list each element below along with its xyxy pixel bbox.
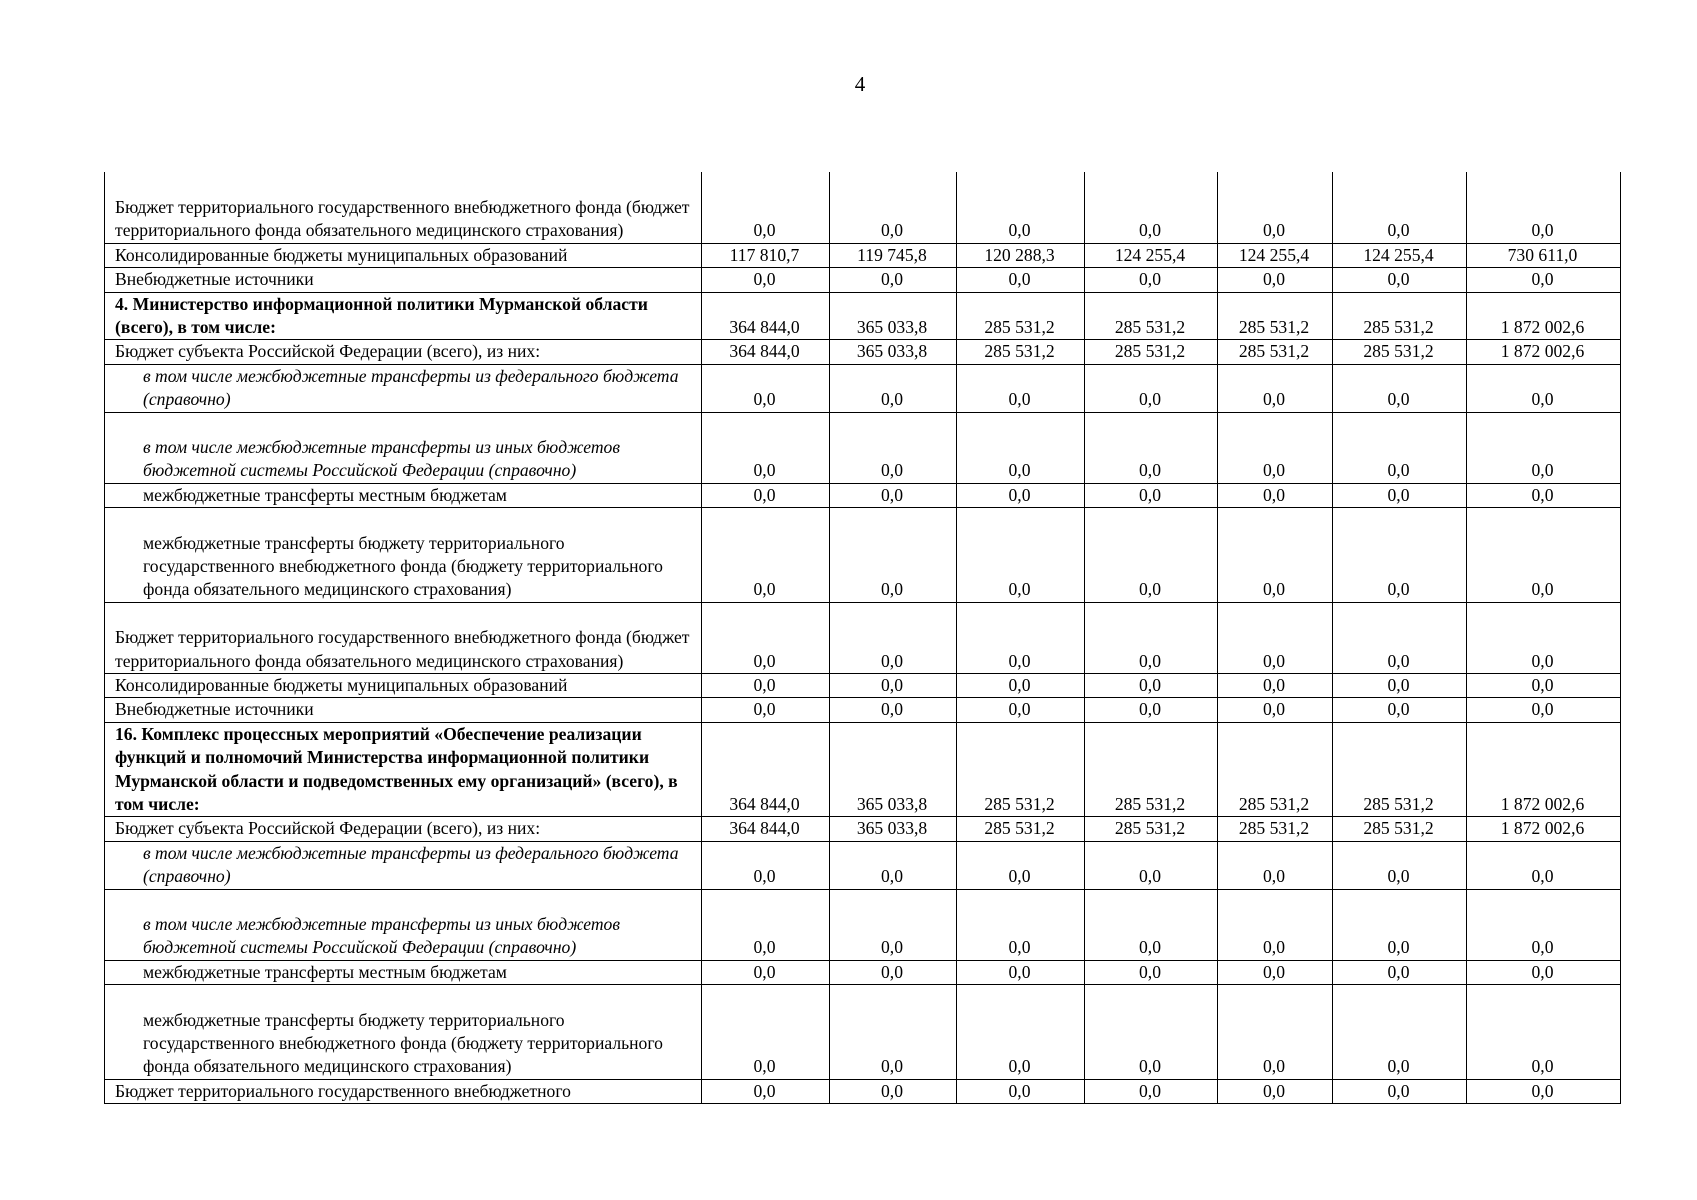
cell-value: 0,0 xyxy=(702,960,830,984)
cell-value: 0,0 xyxy=(957,1079,1085,1103)
cell-value: 0,0 xyxy=(1085,1079,1218,1103)
cell-value: 285 531,2 xyxy=(1218,340,1333,364)
cell-value: 364 844,0 xyxy=(702,817,830,841)
table-row xyxy=(105,841,1621,889)
cell-value: 285 531,2 xyxy=(1333,340,1467,364)
cell-value: 0,0 xyxy=(1085,602,1218,673)
cell-value: 119 745,8 xyxy=(830,243,957,267)
cell-value: 0,0 xyxy=(1085,673,1218,697)
row-label: Консолидированные бюджеты муниципальных образований xyxy=(105,243,702,267)
cell-total: 0,0 xyxy=(1467,673,1621,697)
cell-value: 0,0 xyxy=(957,172,1085,243)
cell-value: 0,0 xyxy=(1085,364,1218,412)
cell-value: 0,0 xyxy=(702,698,830,722)
cell-total: 0,0 xyxy=(1467,412,1621,483)
row-label: 16. Комплекс процессных мероприятий «Обеспечение реализации функций и полномочий Министерства информационной политики Мурманской области и подведомственных ему организаций» (всего), в том числе: xyxy=(105,722,702,817)
cell-value: 285 531,2 xyxy=(1333,722,1467,817)
cell-value: 0,0 xyxy=(1333,960,1467,984)
cell-value: 0,0 xyxy=(957,602,1085,673)
cell-total: 1 872 002,6 xyxy=(1467,722,1621,817)
cell-value: 0,0 xyxy=(1085,985,1218,1080)
cell-value: 285 531,2 xyxy=(957,817,1085,841)
cell-value: 0,0 xyxy=(830,985,957,1080)
cell-value: 285 531,2 xyxy=(957,340,1085,364)
cell-value: 0,0 xyxy=(1085,508,1218,603)
cell-value: 285 531,2 xyxy=(1085,292,1218,340)
row-label: в том числе межбюджетные трансферты из федерального бюджета (справочно) xyxy=(105,841,702,889)
row-label: Внебюджетные источники xyxy=(105,698,702,722)
cell-value: 0,0 xyxy=(1333,483,1467,507)
cell-value: 0,0 xyxy=(702,841,830,889)
cell-value: 124 255,4 xyxy=(1218,243,1333,267)
cell-value: 0,0 xyxy=(1085,698,1218,722)
cell-value: 0,0 xyxy=(1085,483,1218,507)
cell-total: 0,0 xyxy=(1467,1079,1621,1103)
cell-value: 0,0 xyxy=(957,412,1085,483)
table-row xyxy=(105,483,1621,507)
cell-value: 0,0 xyxy=(1085,172,1218,243)
row-label: в том числе межбюджетные трансферты из иных бюджетов бюджетной системы Российской Федерации (справочно) xyxy=(105,412,702,483)
row-label: межбюджетные трансферты местным бюджетам xyxy=(105,483,702,507)
cell-value: 120 288,3 xyxy=(957,243,1085,267)
cell-value: 124 255,4 xyxy=(1333,243,1467,267)
table-row xyxy=(105,508,1621,603)
cell-value: 0,0 xyxy=(702,268,830,292)
cell-value: 0,0 xyxy=(702,412,830,483)
row-label: в том числе межбюджетные трансферты из иных бюджетов бюджетной системы Российской Федерации (справочно) xyxy=(105,889,702,960)
cell-value: 285 531,2 xyxy=(1085,722,1218,817)
cell-value: 0,0 xyxy=(1333,841,1467,889)
cell-value: 0,0 xyxy=(957,985,1085,1080)
table-row xyxy=(105,412,1621,483)
table-row xyxy=(105,364,1621,412)
cell-value: 0,0 xyxy=(1218,985,1333,1080)
row-label: межбюджетные трансферты бюджету территориального государственного внебюджетного фонда (бюджету территориального фонда обязательного медицинского страхования) xyxy=(105,508,702,603)
cell-value: 0,0 xyxy=(702,889,830,960)
cell-value: 365 033,8 xyxy=(830,722,957,817)
table-row xyxy=(105,960,1621,984)
table-row xyxy=(105,722,1621,817)
cell-value: 0,0 xyxy=(1333,985,1467,1080)
cell-value: 0,0 xyxy=(1333,889,1467,960)
cell-value: 0,0 xyxy=(1333,364,1467,412)
table-row xyxy=(105,292,1621,340)
cell-value: 365 033,8 xyxy=(830,817,957,841)
budget-table xyxy=(104,172,1621,1104)
cell-value: 0,0 xyxy=(1085,841,1218,889)
cell-value: 0,0 xyxy=(957,673,1085,697)
cell-value: 0,0 xyxy=(702,602,830,673)
cell-value: 0,0 xyxy=(1333,268,1467,292)
cell-value: 0,0 xyxy=(830,268,957,292)
cell-value: 0,0 xyxy=(1218,508,1333,603)
cell-value: 364 844,0 xyxy=(702,722,830,817)
cell-value: 0,0 xyxy=(1333,673,1467,697)
cell-value: 0,0 xyxy=(830,673,957,697)
cell-value: 0,0 xyxy=(1333,412,1467,483)
cell-value: 0,0 xyxy=(1333,602,1467,673)
table-row xyxy=(105,985,1621,1080)
cell-value: 0,0 xyxy=(702,483,830,507)
row-label: межбюджетные трансферты бюджету территориального государственного внебюджетного фонда (бюджету территориального фонда обязательного медицинского страхования) xyxy=(105,985,702,1080)
cell-total: 0,0 xyxy=(1467,960,1621,984)
table-row xyxy=(105,172,1621,243)
row-label: в том числе межбюджетные трансферты из федерального бюджета (справочно) xyxy=(105,364,702,412)
cell-total: 0,0 xyxy=(1467,841,1621,889)
cell-value: 117 810,7 xyxy=(702,243,830,267)
cell-value: 0,0 xyxy=(1333,698,1467,722)
row-label: Бюджет территориального государственного внебюджетного фонда (бюджет территориального фонда обязательного медицинского страхования) xyxy=(105,172,702,243)
row-label: Внебюджетные источники xyxy=(105,268,702,292)
cell-value: 0,0 xyxy=(702,172,830,243)
cell-value: 0,0 xyxy=(1218,172,1333,243)
cell-value: 0,0 xyxy=(957,364,1085,412)
cell-total: 0,0 xyxy=(1467,508,1621,603)
table-row xyxy=(105,268,1621,292)
cell-value: 365 033,8 xyxy=(830,292,957,340)
cell-total: 0,0 xyxy=(1467,698,1621,722)
row-label: 4. Министерство информационной политики Мурманской области (всего), в том числе: xyxy=(105,292,702,340)
table-row xyxy=(105,1079,1621,1103)
cell-value: 124 255,4 xyxy=(1085,243,1218,267)
cell-value: 285 531,2 xyxy=(1218,722,1333,817)
cell-value: 0,0 xyxy=(957,889,1085,960)
row-label: Бюджет субъекта Российской Федерации (всего), из них: xyxy=(105,340,702,364)
table-body xyxy=(105,172,1621,1104)
cell-value: 0,0 xyxy=(1218,889,1333,960)
cell-value: 0,0 xyxy=(830,483,957,507)
cell-value: 364 844,0 xyxy=(702,292,830,340)
table-row xyxy=(105,673,1621,697)
cell-total: 1 872 002,6 xyxy=(1467,817,1621,841)
cell-value: 0,0 xyxy=(957,268,1085,292)
page-number: 4 xyxy=(854,72,866,96)
cell-value: 0,0 xyxy=(830,602,957,673)
cell-value: 0,0 xyxy=(957,483,1085,507)
cell-total: 1 872 002,6 xyxy=(1467,292,1621,340)
cell-value: 0,0 xyxy=(1218,673,1333,697)
cell-value: 0,0 xyxy=(830,889,957,960)
cell-value: 0,0 xyxy=(830,841,957,889)
table-row xyxy=(105,698,1621,722)
cell-value: 0,0 xyxy=(702,673,830,697)
cell-value: 0,0 xyxy=(702,508,830,603)
cell-value: 0,0 xyxy=(830,364,957,412)
cell-value: 0,0 xyxy=(1085,268,1218,292)
cell-value: 0,0 xyxy=(1333,172,1467,243)
cell-value: 0,0 xyxy=(1333,508,1467,603)
cell-value: 0,0 xyxy=(830,412,957,483)
cell-value: 0,0 xyxy=(1218,698,1333,722)
cell-value: 0,0 xyxy=(830,508,957,603)
row-label: Бюджет субъекта Российской Федерации (всего), из них: xyxy=(105,817,702,841)
cell-value: 0,0 xyxy=(1085,960,1218,984)
row-label: Бюджет территориального государственного внебюджетного фонда (бюджет территориального фонда обязательного медицинского страхования) xyxy=(105,602,702,673)
cell-value: 0,0 xyxy=(830,1079,957,1103)
cell-value: 0,0 xyxy=(957,960,1085,984)
cell-value: 0,0 xyxy=(1218,483,1333,507)
cell-value: 0,0 xyxy=(1218,841,1333,889)
cell-value: 0,0 xyxy=(830,960,957,984)
row-label: Консолидированные бюджеты муниципальных образований xyxy=(105,673,702,697)
row-label: Бюджет территориального государственного внебюджетного xyxy=(105,1079,702,1103)
cell-value: 285 531,2 xyxy=(957,722,1085,817)
cell-value: 285 531,2 xyxy=(1333,817,1467,841)
row-label: межбюджетные трансферты местным бюджетам xyxy=(105,960,702,984)
table-row xyxy=(105,602,1621,673)
cell-value: 0,0 xyxy=(1218,268,1333,292)
cell-value: 365 033,8 xyxy=(830,340,957,364)
cell-value: 0,0 xyxy=(1218,364,1333,412)
cell-value: 0,0 xyxy=(1333,1079,1467,1103)
cell-value: 0,0 xyxy=(957,698,1085,722)
cell-value: 285 531,2 xyxy=(1218,292,1333,340)
cell-value: 285 531,2 xyxy=(1085,817,1218,841)
cell-value: 285 531,2 xyxy=(1218,817,1333,841)
table-row xyxy=(105,817,1621,841)
cell-value: 285 531,2 xyxy=(957,292,1085,340)
table-row xyxy=(105,243,1621,267)
cell-total: 730 611,0 xyxy=(1467,243,1621,267)
cell-total: 0,0 xyxy=(1467,268,1621,292)
cell-value: 285 531,2 xyxy=(1333,292,1467,340)
cell-total: 0,0 xyxy=(1467,483,1621,507)
cell-total: 0,0 xyxy=(1467,364,1621,412)
cell-value: 0,0 xyxy=(1085,889,1218,960)
cell-total: 0,0 xyxy=(1467,985,1621,1080)
cell-value: 0,0 xyxy=(957,841,1085,889)
cell-total: 0,0 xyxy=(1467,602,1621,673)
cell-value: 0,0 xyxy=(1218,602,1333,673)
cell-value: 0,0 xyxy=(1085,412,1218,483)
cell-value: 0,0 xyxy=(1218,1079,1333,1103)
cell-value: 364 844,0 xyxy=(702,340,830,364)
cell-total: 1 872 002,6 xyxy=(1467,340,1621,364)
table-row xyxy=(105,889,1621,960)
cell-value: 0,0 xyxy=(702,364,830,412)
cell-value: 0,0 xyxy=(1218,412,1333,483)
cell-value: 0,0 xyxy=(830,172,957,243)
cell-total: 0,0 xyxy=(1467,172,1621,243)
cell-value: 0,0 xyxy=(1218,960,1333,984)
cell-value: 0,0 xyxy=(830,698,957,722)
cell-value: 0,0 xyxy=(702,985,830,1080)
cell-value: 0,0 xyxy=(702,1079,830,1103)
cell-value: 0,0 xyxy=(957,508,1085,603)
table-row xyxy=(105,340,1621,364)
cell-total: 0,0 xyxy=(1467,889,1621,960)
cell-value: 285 531,2 xyxy=(1085,340,1218,364)
